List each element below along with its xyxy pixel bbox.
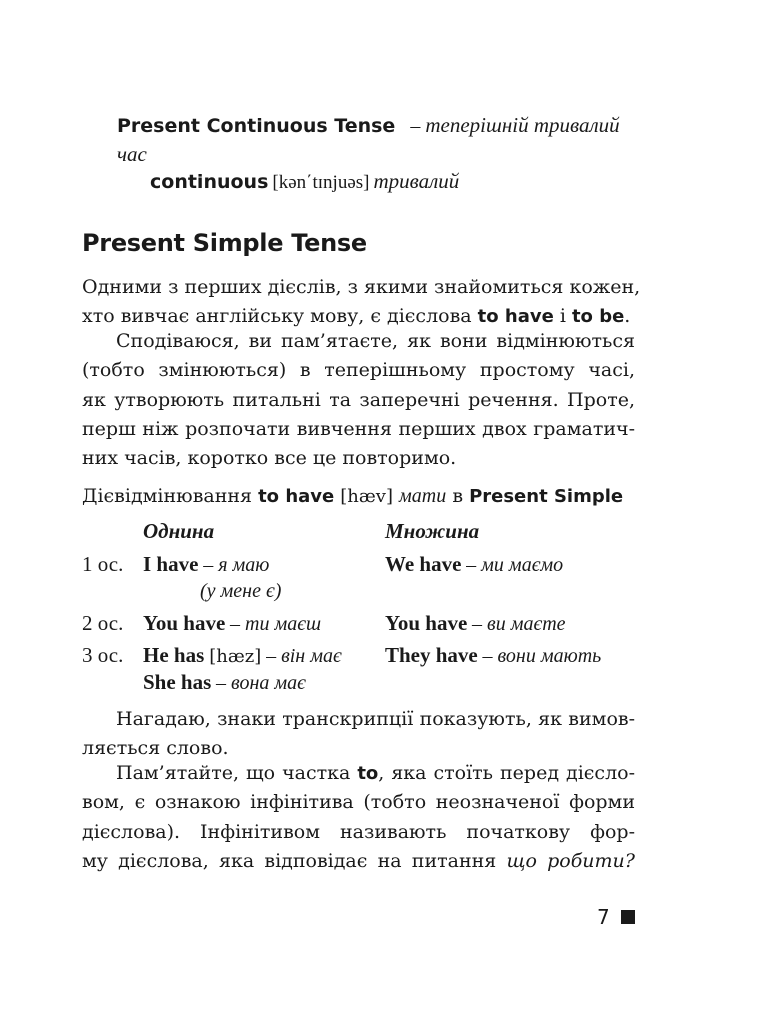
pronoun-verb: We have xyxy=(385,552,462,576)
text-run: му дієслова, яка відповідає на питання xyxy=(82,849,507,872)
keyword-to: to xyxy=(357,763,379,784)
keyword-to-be: to be xyxy=(571,306,625,328)
column-header-plural: Множина xyxy=(385,519,480,543)
paragraph-line: них часів, коротко все це повторимо. xyxy=(82,447,457,470)
term-definition-line xyxy=(117,113,620,138)
text-run: Дієвідмінювання xyxy=(82,485,259,507)
singular-form-second xyxy=(143,670,306,695)
paragraph-line: ляється слово. xyxy=(82,737,229,760)
singular-form xyxy=(143,552,269,577)
paragraph-line xyxy=(82,847,635,876)
page-number: 7 xyxy=(597,905,610,929)
paragraph-line: (тобто змінюються) в теперішньому простому часі, xyxy=(82,359,635,382)
paragraph-line: перш ніж розпочати вивчення перших двох граматич- xyxy=(82,417,635,440)
term-translation: теперішній тривалий xyxy=(425,113,620,137)
paragraph-line: як утворюють питальні та заперечні речення. Проте, xyxy=(82,388,635,411)
column-header-singular: Однина xyxy=(143,519,215,543)
translation: – ми маємо xyxy=(466,554,564,576)
paragraph-line xyxy=(82,759,635,788)
word-ipa: [kən΄tɪnjuəs] xyxy=(272,172,370,193)
translation: – ти маєш xyxy=(230,613,322,635)
keyword-to-have: to have xyxy=(258,486,335,507)
keyword-present-simple: Present Simple xyxy=(469,486,624,507)
translation: – вона має xyxy=(216,672,306,694)
word: continuous xyxy=(150,171,269,193)
pronoun-verb: You have xyxy=(143,611,226,635)
paragraph-intro xyxy=(82,273,641,332)
person-number: 2 ос. xyxy=(82,611,124,635)
pronoun-verb: I have xyxy=(143,552,199,576)
ipa-transcription: [hæv] xyxy=(340,486,393,507)
person-number: 3 ос. xyxy=(82,643,124,667)
pronoun-verb: You have xyxy=(385,611,468,635)
plural-form xyxy=(385,643,601,668)
term-name: Present Continuous Tense xyxy=(117,115,396,137)
singular-form-note: (у мене є) xyxy=(200,580,282,602)
paragraph-reminder xyxy=(82,327,635,473)
paragraph-line: Сподіваюся, ви пам’ятаєте, як вони відмінюються xyxy=(116,330,635,352)
paragraph-line: Нагадаю, знаки транскрипції показують, як вимов- xyxy=(116,708,635,730)
term-translation-continued: час xyxy=(117,142,147,166)
conjugation-title xyxy=(82,485,623,508)
text-run: Пам’ятайте, що частка xyxy=(116,762,358,784)
plural-form xyxy=(385,611,566,636)
translation: – вони мають xyxy=(482,645,602,667)
pronoun-verb: He has xyxy=(143,643,205,667)
person-number: 1 ос. xyxy=(82,552,124,576)
translation: – я маю xyxy=(203,554,270,576)
word-definition-line xyxy=(150,169,459,194)
paragraph-line: дієслова). Інфінітивом називають початкову фор- xyxy=(82,820,635,843)
paragraph-infinitive xyxy=(82,759,635,876)
singular-form xyxy=(143,611,321,636)
paragraph-transcription xyxy=(82,705,635,764)
text-run: і xyxy=(553,305,572,328)
text-run: хто вивчає англійську мову, є дієслова xyxy=(82,305,478,328)
emphasis-question: що робити? xyxy=(506,849,635,872)
singular-form xyxy=(143,643,342,668)
pronoun-verb: They have xyxy=(385,643,478,667)
section-heading: Present Simple Tense xyxy=(82,229,367,257)
translation: – ви маєте xyxy=(472,613,566,635)
paragraph-line: вом, є ознакою інфінітива (тобто неозначеної форми xyxy=(82,791,635,814)
plural-form xyxy=(385,552,563,577)
paragraph-line: Одними з перших дієслів, з якими знайомиться кожен, xyxy=(82,276,641,298)
word-translation: тривалий xyxy=(373,169,460,193)
text-run: , яка стоїть перед дієсло- xyxy=(378,762,635,784)
term-dash: – xyxy=(410,115,421,137)
pronoun-verb: She has xyxy=(143,670,212,694)
ipa-transcription: [hæz] xyxy=(209,646,262,667)
translation: – він має xyxy=(266,645,342,667)
keyword-to-have: to have xyxy=(477,306,554,328)
page-marker-square xyxy=(621,910,635,924)
translation: мати xyxy=(399,485,447,507)
text-run: в xyxy=(452,485,464,507)
text-run: . xyxy=(624,305,631,328)
